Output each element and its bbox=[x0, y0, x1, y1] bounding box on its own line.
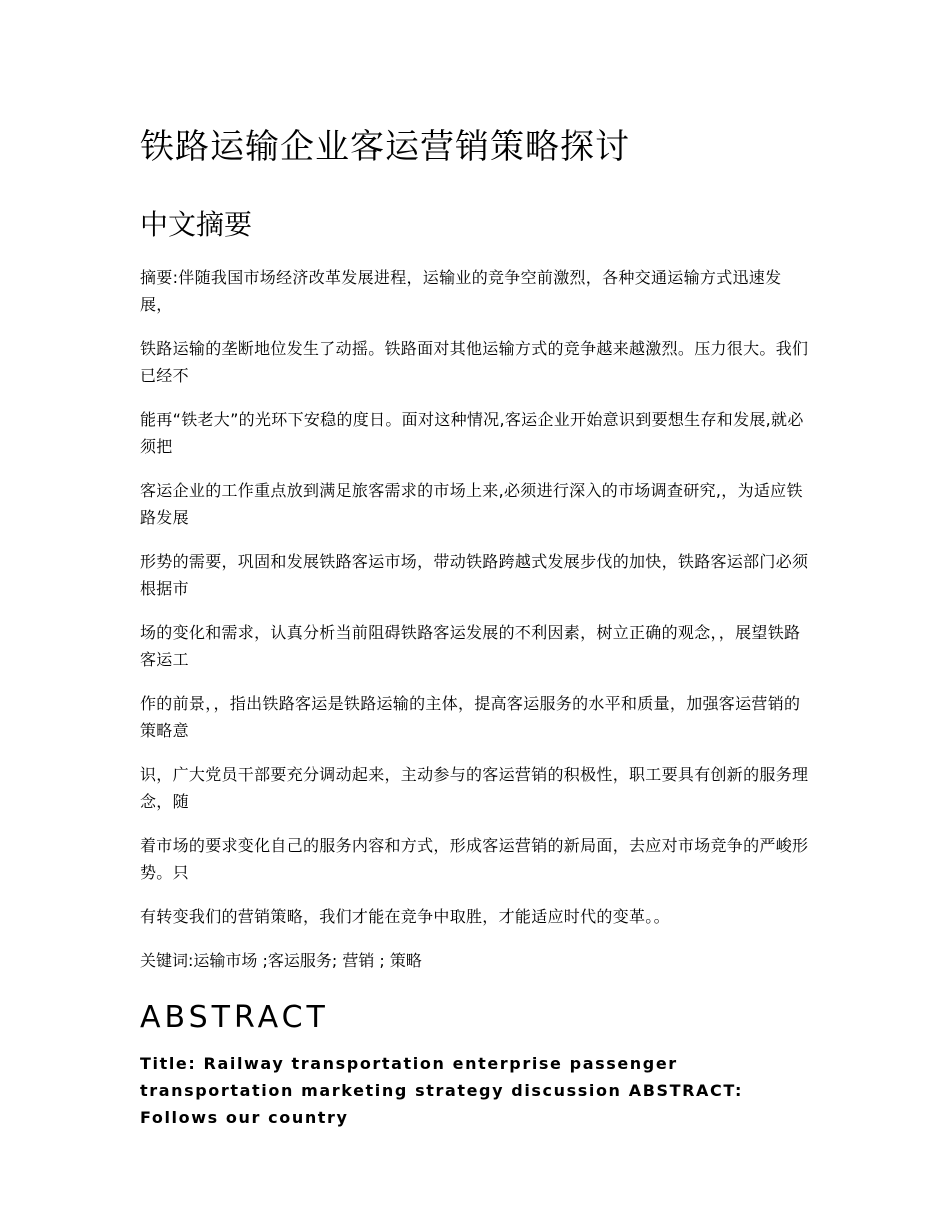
keywords-line: 关键词:运输市场 ;客运服务; 营销 ; 策略 bbox=[140, 951, 422, 970]
abstract-paragraph: 客运企业的工作重点放到满足旅客需求的市场上来,必须进行深入的市场调查研究,，为适应铁路发展 bbox=[140, 481, 803, 527]
abstract-paragraph: 着市场的要求变化自己的服务内容和方式，形成客运营销的新局面，去应对市场竞争的严峻形势。只 bbox=[140, 836, 809, 882]
abstract-paragraph: 识，广大党员干部要充分调动起来，主动参与的客运营销的积极性，职工要具有创新的服务理念，随 bbox=[140, 765, 809, 811]
document-page bbox=[140, 120, 810, 1131]
abstract-paragraph: 摘要:伴随我国市场经济改革发展进程，运输业的竞争空前激烈，各种交通运输方式迅速发展， bbox=[140, 268, 782, 314]
section-heading-chinese-abstract: 中文摘要 bbox=[140, 208, 253, 241]
abstract-paragraph: 作的前景，，指出铁路客运是铁路运输的主体，提高客运服务的水平和质量，加强客运营销的策略意 bbox=[140, 694, 801, 740]
abstract-paragraph: 形势的需要，巩固和发展铁路客运市场，带动铁路跨越式发展步伐的加快，铁路客运部门必须根据市 bbox=[140, 552, 809, 598]
section-heading-english-abstract: ABSTRACT bbox=[140, 1000, 329, 1035]
document-title: 铁路运输企业客运营销策略探讨 bbox=[140, 127, 630, 167]
abstract-paragraph: 有转变我们的营销策略，我们才能在竞争中取胜，才能适应时代的变革。。 bbox=[140, 907, 670, 926]
abstract-paragraph: 能再“铁老大”的光环下安稳的度日。面对这种情况,客运企业开始意识到要想生存和发展,就必须把 bbox=[140, 410, 804, 456]
abstract-paragraph: 场的变化和需求，认真分析当前阻碍铁路客运发展的不利因素，树立正确的观念，，展望铁路客运工 bbox=[140, 623, 801, 669]
english-abstract-text: Title: Railway transportation enterprise passenger transportation marketing strategy discussion ABSTRACT: Follows our country bbox=[140, 1054, 744, 1127]
abstract-paragraph: 铁路运输的垄断地位发生了动摇。铁路面对其他运输方式的竞争越来越激烈。压力很大。我们已经不 bbox=[140, 339, 809, 385]
